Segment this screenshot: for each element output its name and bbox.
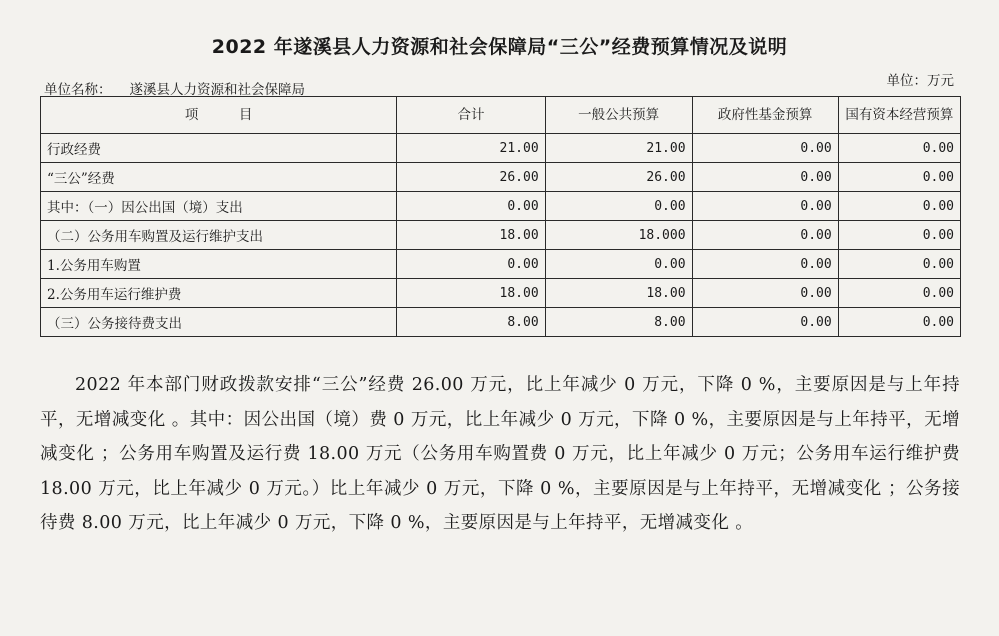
row-total: 8.00: [397, 308, 545, 337]
row-gov-fund: 0.00: [692, 134, 838, 163]
budget-table: [40, 96, 961, 337]
row-item: 其中：（一）因公出国（境）支出: [41, 192, 397, 221]
table-header-row: [41, 97, 961, 134]
table-row: [41, 221, 961, 250]
header-general-budget: 一般公共预算: [545, 97, 692, 134]
row-general: 21.00: [545, 134, 692, 163]
row-state-capital: 0.00: [838, 250, 960, 279]
page-title: 2022 年遂溪县人力资源和社会保障局“三公”经费预算情况及说明: [211, 36, 788, 58]
table-row: [41, 250, 961, 279]
row-total: 18.00: [397, 279, 545, 308]
currency-unit: 单位：万元: [886, 73, 954, 89]
row-state-capital: 0.00: [838, 308, 960, 337]
row-gov-fund: 0.00: [692, 192, 838, 221]
table-row: [41, 163, 961, 192]
row-state-capital: 0.00: [838, 192, 960, 221]
table-row: [41, 192, 961, 221]
header-gov-fund-budget: 政府性基金预算: [692, 97, 838, 134]
row-gov-fund: 0.00: [692, 250, 838, 279]
row-general: 0.00: [545, 192, 692, 221]
row-general: 18.00: [545, 279, 692, 308]
row-item: 2.公务用车运行维护费: [41, 279, 397, 308]
row-total: 21.00: [397, 134, 545, 163]
row-total: 0.00: [397, 192, 545, 221]
unit-name-value: 遂溪县人力资源和社会保障局: [129, 82, 305, 98]
row-gov-fund: 0.00: [692, 308, 838, 337]
header-item: 项 目: [41, 97, 397, 134]
row-item: （二）公务用车购置及运行维护支出: [41, 221, 397, 250]
row-total: 0.00: [397, 250, 545, 279]
unit-name-label: 单位名称：: [44, 82, 112, 98]
explanation-paragraph: 2022 年本部门财政拨款安排“三公”经费 26.00 万元，比上年减少 0 万元，下降 0 %，主要原因是与上年持平，无增减变化 。其中：因公出国（境）费 0 万元，比上年减少 0 万元，下降 0 %，主要原因是与上年持平，无增减变化 ；公务用车购置及运行费 18.00 万元（公务用车购置费 0 万元，比上年减少 0 万元；公务用车运行维护费 18.00 万元，比上年减少 0 万元。）比上年减少 0 万元，下降 0 %，主要原因是与上年持平，无增减变化 ；公务接待费 8.00 万元，比上年减少 0 万元，下降 0 %，主要原因是与上年持平，无增减变化 。: [40, 375, 960, 533]
row-general: 8.00: [545, 308, 692, 337]
header-total: 合计: [397, 97, 545, 134]
row-item: 行政经费: [41, 134, 397, 163]
table-row: [41, 134, 961, 163]
row-item: 1.公务用车购置: [41, 250, 397, 279]
row-total: 18.00: [397, 221, 545, 250]
row-gov-fund: 0.00: [692, 221, 838, 250]
row-item: （三）公务接待费支出: [41, 308, 397, 337]
row-gov-fund: 0.00: [692, 163, 838, 192]
row-item: “三公”经费: [41, 163, 397, 192]
row-state-capital: 0.00: [838, 221, 960, 250]
table-row: [41, 279, 961, 308]
row-general: 18.000: [545, 221, 692, 250]
row-general: 26.00: [545, 163, 692, 192]
row-state-capital: 0.00: [838, 163, 960, 192]
row-state-capital: 0.00: [838, 279, 960, 308]
row-state-capital: 0.00: [838, 134, 960, 163]
row-total: 26.00: [397, 163, 545, 192]
table-row: [41, 308, 961, 337]
header-state-capital-budget: 国有资本经营预算: [838, 97, 960, 134]
unit-name: [44, 78, 305, 98]
row-gov-fund: 0.00: [692, 279, 838, 308]
row-general: 0.00: [545, 250, 692, 279]
